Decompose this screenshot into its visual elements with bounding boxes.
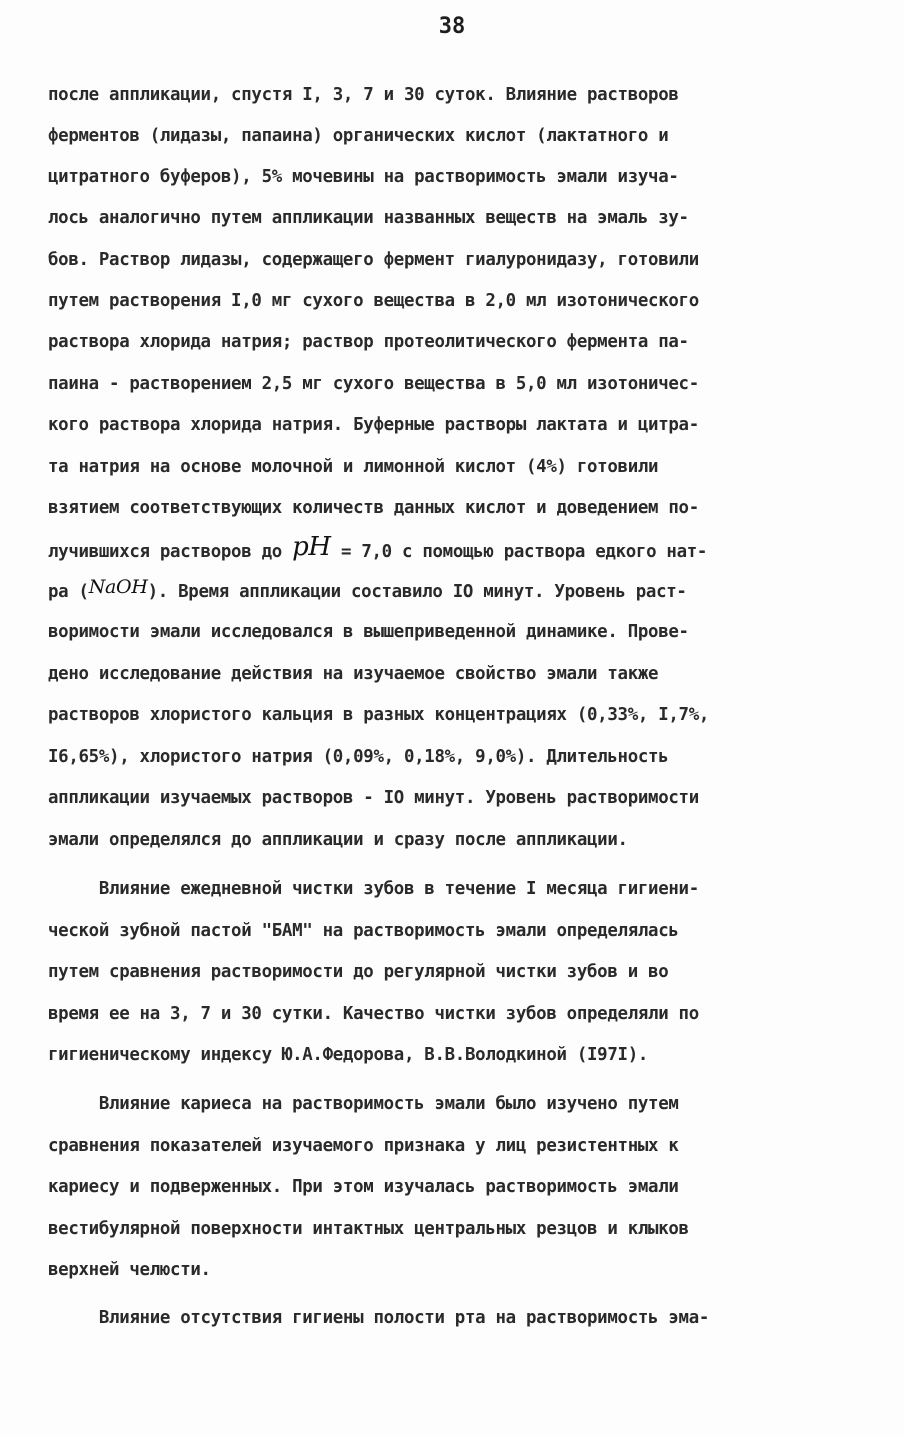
text-line: сравнения показателей изучаемого признака у лиц резистентных к — [48, 1136, 679, 1156]
text-line: ческой зубной пастой "БАМ" на растворимость эмали определялась — [48, 921, 679, 941]
text-line: паина - растворением 2,5 мг сухого вещества в 5,0 мл изотоничес- — [48, 374, 699, 394]
text-line: ферментов (лидазы, папаина) органических кислот (лактатного и — [48, 126, 669, 146]
text-line: Влияние отсутствия гигиены полости рта на растворимость эма- — [48, 1308, 710, 1328]
text-line: путем растворения I,0 мг сухого вещества в 2,0 мл изотонического — [48, 291, 699, 311]
text-line: гигиеническому индексу Ю.А.Федорова, В.В.Володкиной (I97I). — [48, 1045, 649, 1065]
handwritten-ph: pH — [292, 532, 331, 562]
text-line: кого раствора хлорида натрия. Буферные растворы лактата и цитра- — [48, 415, 699, 435]
text-line: та натрия на основе молочной и лимонной кислот (4%) готовили — [48, 457, 659, 477]
naoh-line-after: ). Время аппликации составило IO минут. Уровень раст- — [147, 582, 687, 602]
naoh-line-before: ра ( — [48, 582, 89, 602]
handwritten-naoh: NaOH — [88, 576, 148, 598]
text-line: дено исследование действия на изучаемое свойство эмали также — [48, 664, 659, 684]
text-line: вестибулярной поверхности интактных центральных резцов и клыков — [48, 1219, 689, 1239]
text-line: растворов хлористого кальция в разных концентрациях (0,33%, I,7%, — [48, 705, 710, 725]
text-line: эмали определялся до аппликации и сразу после аппликации. — [48, 830, 628, 850]
text-line: бов. Раствор лидазы, содержащего фермент гиалуронидазу, готовили — [48, 250, 699, 270]
text-line-with-ph — [48, 531, 707, 567]
page-number: 38 — [438, 14, 466, 39]
text-line: цитратного буферов), 5% мочевины на растворимость эмали изуча- — [48, 167, 679, 187]
text-line: путем сравнения растворимости до регулярной чистки зубов и во — [48, 962, 669, 982]
text-line: Влияние ежедневной чистки зубов в течение I месяца гигиени- — [48, 879, 699, 899]
text-line: взятием соответствующих количеств данных кислот и доведением по- — [48, 498, 699, 518]
text-line: Влияние кариеса на растворимость эмали было изучено путем — [48, 1094, 679, 1114]
text-line: кариесу и подверженных. При этом изучалась растворимость эмали — [48, 1177, 679, 1197]
ph-line-before: лучившихся растворов до — [48, 542, 293, 562]
text-line: воримости эмали исследовался в вышеприведенной динамике. Прове- — [48, 622, 689, 642]
ph-line-after: = 7,0 с помощью раствора едкого нат- — [330, 542, 708, 562]
text-line: верхней челюсти. — [48, 1260, 211, 1280]
text-line: лось аналогично путем аппликации названных веществ на эмаль зу- — [48, 208, 689, 228]
text-line: время ее на 3, 7 и 30 сутки. Качество чистки зубов определяли по — [48, 1004, 699, 1024]
text-line: аппликации изучаемых растворов - IO минут. Уровень растворимости — [48, 788, 699, 808]
text-line: I6,65%), хлористого натрия (0,09%, 0,18%, 9,0%). Длительность — [48, 747, 669, 767]
text-line: раствора хлорида натрия; раствор протеолитического фермента па- — [48, 332, 689, 352]
text-line: после аппликации, спустя I, 3, 7 и 30 суток. Влияние растворов — [48, 85, 679, 105]
text-line-with-naoh — [48, 573, 687, 609]
